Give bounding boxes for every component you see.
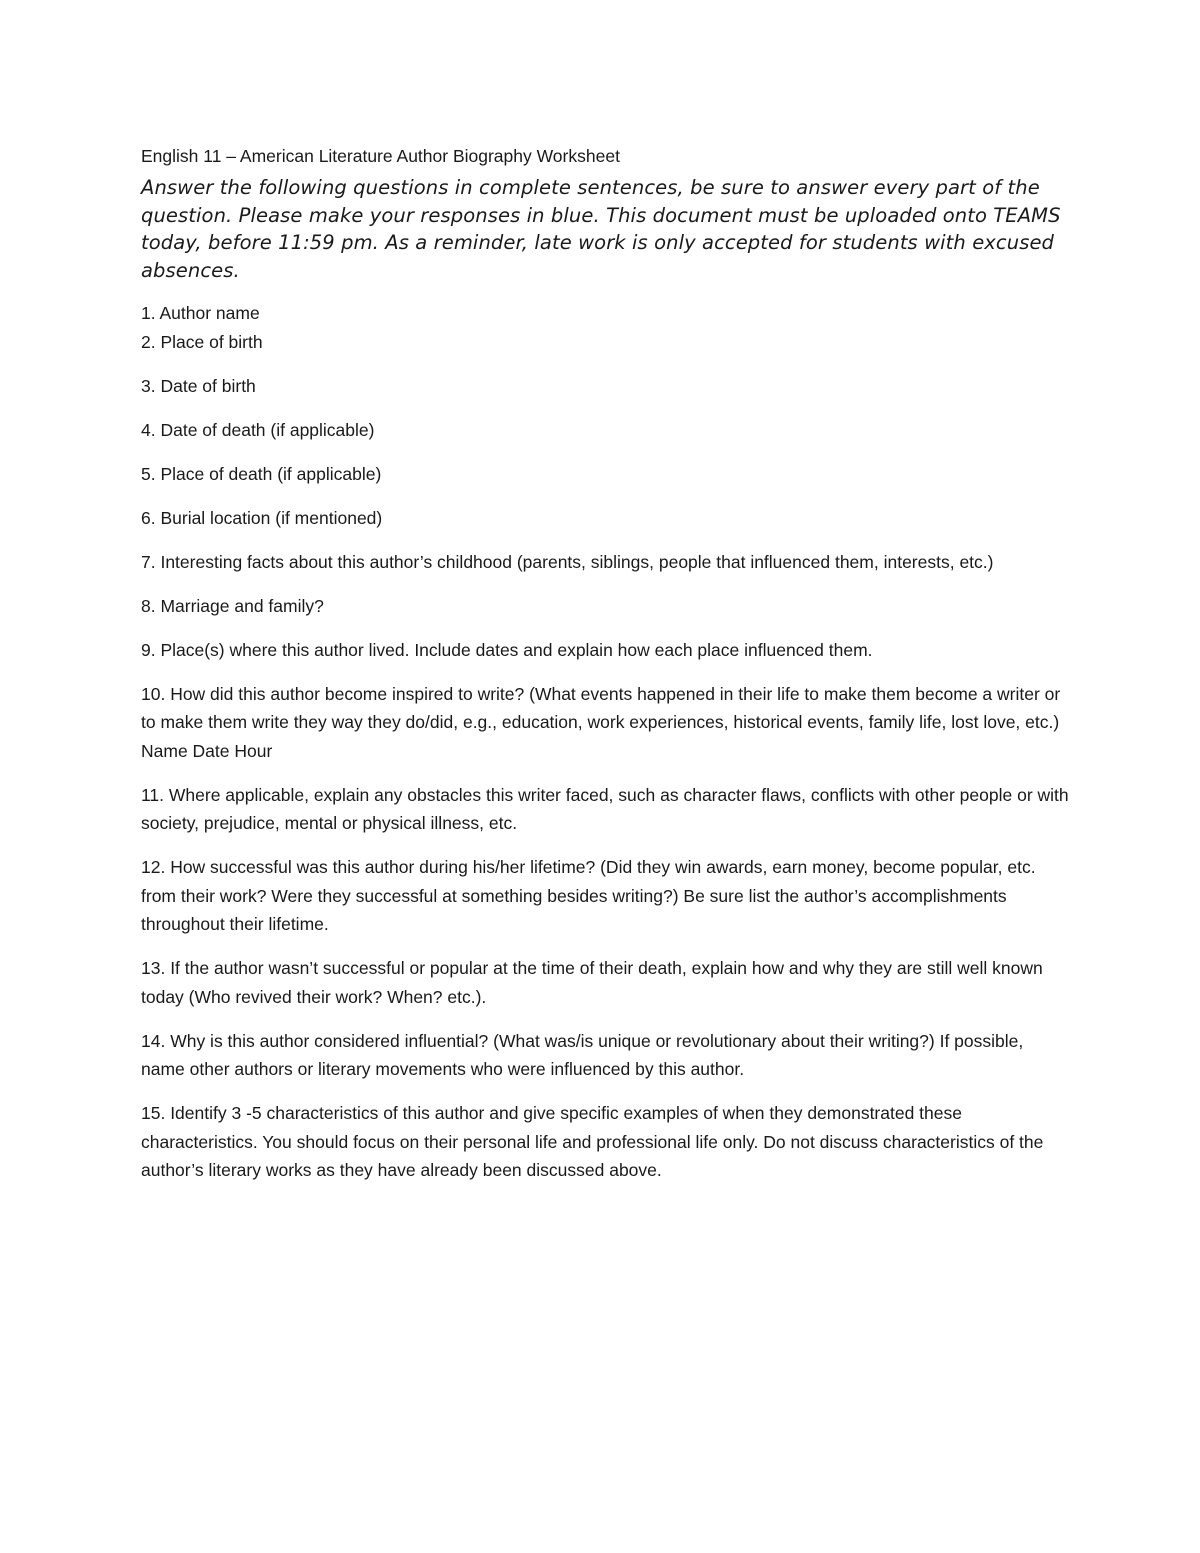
question-4: 4. Date of death (if applicable)	[141, 419, 375, 440]
question-11: 11. Where applicable, explain any obstacles this writer faced, such as character flaws, conflicts with other people or with society, prejudice, mental or physical illness, etc.	[141, 784, 1069, 833]
question-5: 5. Place of death (if applicable)	[141, 463, 382, 484]
question-1: 1. Author name	[141, 303, 260, 323]
worksheet-page	[141, 142, 1071, 1200]
question-3: 3. Date of birth	[141, 375, 256, 396]
document-title: English 11 – American Literature Author Biography Worksheet	[141, 146, 620, 166]
question-14: 14. Why is this author considered influential? (What was/is unique or revolutionary about their writing?) If possible, name other authors or literary movements who were influenced by this author.	[141, 1030, 1024, 1079]
question-2: 2. Place of birth	[141, 331, 263, 352]
question-6: 6. Burial location (if mentioned)	[141, 507, 383, 528]
question-list	[141, 299, 1071, 1185]
question-8: 8. Marriage and family?	[141, 595, 324, 616]
question-15: 15. Identify 3 -5 characteristics of this author and give specific examples of when they demonstrated these characteristics. You should focus on their personal life and professional life only. Do not discuss characteristics of the author’s literary works as they have already been discussed above.	[141, 1103, 1044, 1180]
instructions-paragraph: Answer the following questions in complete sentences, be sure to answer every part of the question. Please make your responses in blue. This document must be uploaded onto TEAMS today, before 11:59 pm. As a reminder, late work is only accepted for students with excused absences.	[141, 176, 1061, 282]
question-7: 7. Interesting facts about this author’s childhood (parents, siblings, people that influenced them, interests, etc.)	[141, 551, 994, 572]
question-9: 9. Place(s) where this author lived. Include dates and explain how each place influenced them.	[141, 639, 873, 660]
question-12: 12. How successful was this author during his/her lifetime? (Did they win awards, earn money, become popular, etc. from their work? Were they successful at something besides writing?) Be sure list the author’s accomplishments throughout their lifetime.	[141, 857, 1036, 934]
question-13: 13. If the author wasn’t successful or popular at the time of their death, explain how and why they are still well known today (Who revived their work? When? etc.).	[141, 958, 1043, 1007]
question-10: 10. How did this author become inspired to write? (What events happened in their life to make them become a writer or to make them write they way they do/did, e.g., education, work experiences, historical events, family life, lost love, etc.) Name Date Hour	[141, 683, 1061, 761]
